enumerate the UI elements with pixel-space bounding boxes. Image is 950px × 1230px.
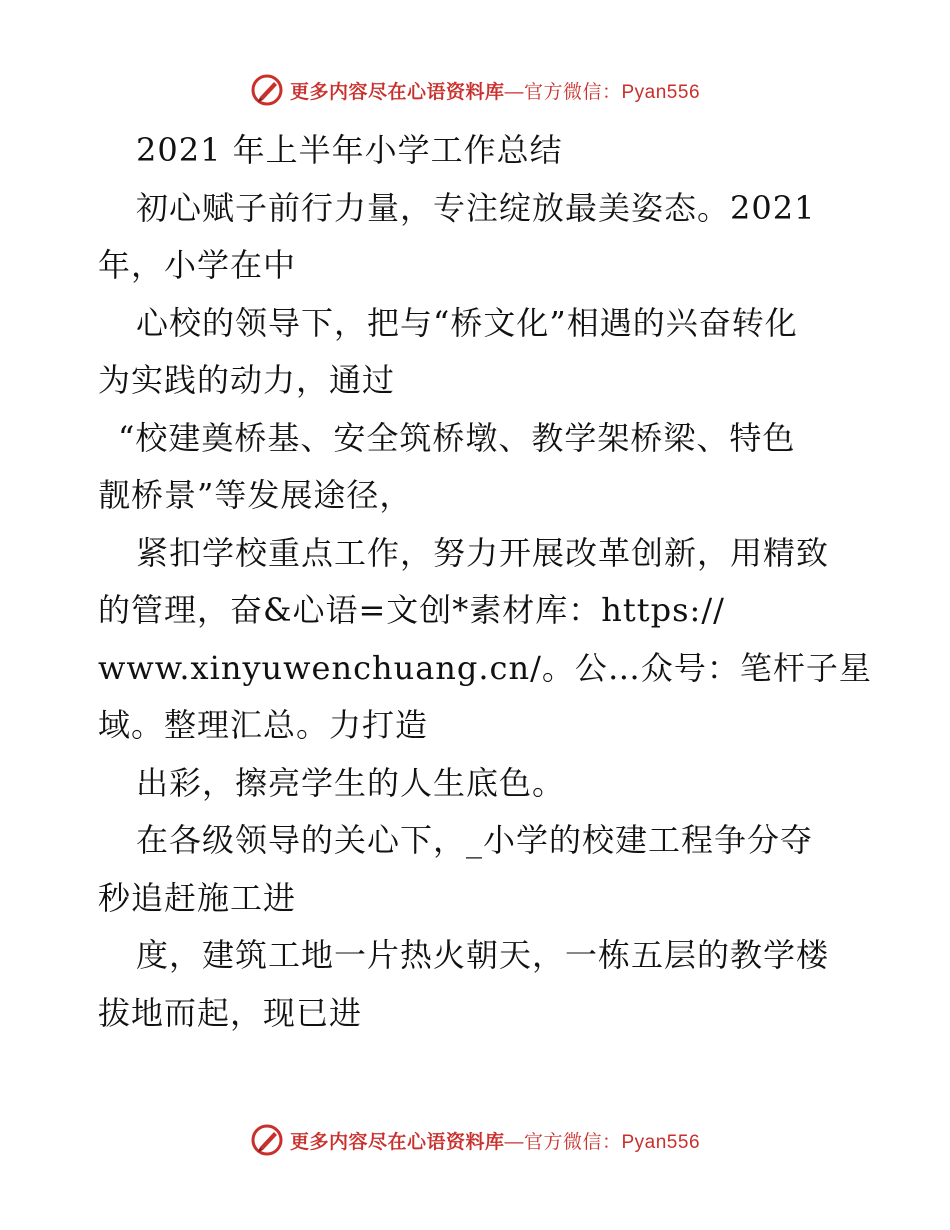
header-separator: — [504,81,524,103]
pen-logo-icon [250,73,284,107]
header-watermark-text [290,77,700,104]
paragraph-line: 拔地而起，现已进 [98,993,363,1032]
document-title: 2021 年上半年小学工作总结 [136,131,563,169]
paragraph-line: www.xinyuwenchuang.cn/。公…众号：笔杆子星 [98,648,872,687]
paragraph-line: 紧扣学校重点工作，努力开展改革创新，用精致 [136,533,830,572]
footer-contact-text: 官方微信：Pyan556 [524,1131,701,1153]
footer-brand-text: 更多内容尽在心语资料库 [289,1131,505,1153]
document-body [98,122,872,1042]
header-watermark-inner [250,73,700,107]
paragraph-line: 的管理，奋&心语=文创*素材库：https:// [98,591,725,629]
footer-separator: — [504,1131,524,1153]
paragraph-line: “校建奠桥基、安全筑桥墩、教学架桥梁、特色 [118,418,796,457]
paragraph-line: 靓桥景”等发展途径， [98,476,413,514]
paragraph-line: 初心赋子前行力量，专注绽放最美姿态。2021 [136,188,816,227]
footer-watermark-text [290,1127,700,1154]
paragraph-line: 心校的领导下，把与“桥文化”相遇的兴奋转化 [136,303,798,342]
paragraph-line: 为实践的动力，通过 [98,361,396,399]
pen-logo-icon [250,1123,284,1157]
footer-watermark [0,1120,950,1160]
header-contact-text: 官方微信：Pyan556 [524,81,701,103]
paragraph-line: 域。整理汇总。力打造 [98,706,429,744]
header-brand-text: 更多内容尽在心语资料库 [289,81,505,103]
paragraph-line: 在各级领导的关心下，_小学的校建工程争分夺 [136,821,814,859]
paragraph-line: 秒追赶施工进 [98,878,297,917]
header-watermark [0,70,950,110]
paragraph-line: 年，小学在中 [98,246,297,284]
paragraph-line: 度，建筑工地一片热火朝天，一栋五层的教学楼 [136,936,830,974]
paragraph-line: 出彩，擦亮学生的人生底色。 [136,763,566,802]
footer-watermark-inner [250,1123,700,1157]
